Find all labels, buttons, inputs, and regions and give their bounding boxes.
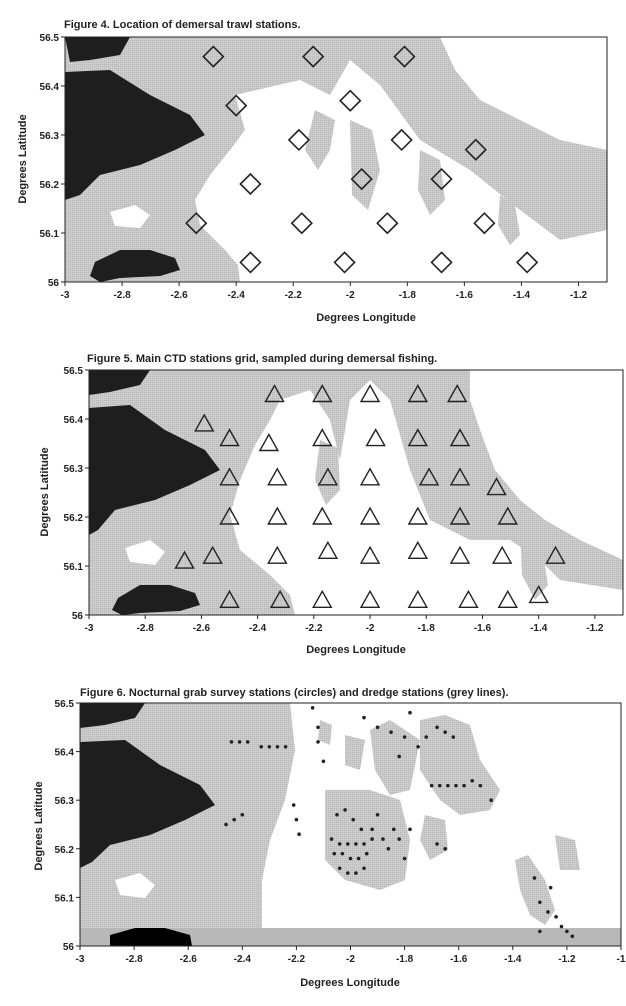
figure-6-x-ticks — [76, 946, 626, 965]
station-marker — [370, 828, 374, 832]
station-marker — [360, 828, 364, 832]
x-tick-label: -1.8 — [395, 954, 414, 965]
x-tick-label: -1.2 — [569, 290, 588, 301]
figure-4-map — [65, 37, 607, 282]
x-tick-label: -1.2 — [558, 954, 576, 965]
station-marker — [241, 813, 245, 817]
station-marker — [276, 745, 280, 749]
figure-5-x-ticks — [85, 615, 604, 634]
x-tick-label: -1.8 — [398, 290, 416, 301]
x-tick-label: -1.2 — [586, 623, 604, 634]
station-marker — [489, 798, 493, 802]
station-marker — [435, 842, 439, 846]
x-tick-label: -1.6 — [473, 623, 492, 634]
figure-6-x-axis-label: Degrees Longitude — [300, 977, 400, 989]
y-tick-label: 56.5 — [54, 699, 74, 710]
station-marker — [538, 930, 542, 934]
figure-4 — [17, 19, 607, 324]
station-marker — [376, 813, 380, 817]
x-tick-label: -2.2 — [287, 954, 306, 965]
x-tick-label: -3 — [60, 290, 70, 301]
station-marker — [354, 842, 358, 846]
y-tick-label: 56 — [62, 942, 74, 953]
figure-4-x-ticks — [61, 282, 588, 301]
x-tick-label: -1 — [616, 954, 626, 965]
station-marker — [292, 803, 296, 807]
x-tick-label: -1.4 — [530, 623, 548, 634]
station-marker — [470, 779, 474, 783]
figure-5 — [39, 353, 623, 656]
y-tick-label: 56.2 — [63, 513, 83, 524]
y-tick-label: 56.3 — [54, 796, 74, 808]
station-marker — [365, 852, 369, 856]
station-marker — [357, 857, 361, 861]
figure-6-y-ticks — [55, 699, 80, 953]
y-tick-label: 56.1 — [39, 229, 59, 240]
station-marker — [554, 915, 558, 919]
figure-5-y-axis-label: Degrees Latitude — [39, 447, 51, 537]
station-marker — [370, 837, 374, 841]
y-tick-label: 56.3 — [63, 464, 83, 475]
x-tick-label: -2.8 — [125, 954, 143, 965]
station-marker — [362, 716, 366, 720]
x-tick-label: -2.4 — [227, 290, 245, 301]
station-marker — [230, 740, 234, 744]
station-marker — [538, 900, 542, 904]
figure-5-title: Figure 5. Main CTD stations grid, sampled during demersal fishing. — [87, 353, 438, 365]
station-marker — [335, 813, 339, 817]
station-marker — [238, 740, 242, 744]
x-tick-label: -2 — [346, 954, 355, 965]
station-marker — [443, 847, 447, 851]
station-marker — [479, 784, 483, 788]
y-tick-label: 56.1 — [54, 893, 74, 905]
station-marker — [346, 871, 350, 875]
station-marker — [546, 910, 550, 914]
station-marker — [311, 706, 315, 710]
x-tick-label: -2.2 — [305, 623, 323, 634]
x-tick-label: -1.8 — [417, 623, 435, 634]
station-marker — [430, 784, 434, 788]
station-marker — [354, 871, 358, 875]
y-tick-label: 56.4 — [39, 82, 59, 93]
station-marker — [560, 925, 564, 929]
station-marker — [438, 784, 442, 788]
station-marker — [424, 735, 428, 739]
station-marker — [351, 818, 355, 822]
x-tick-label: -1.6 — [450, 954, 468, 965]
x-tick-label: -2.6 — [170, 290, 188, 301]
y-tick-label: 56 — [47, 278, 59, 289]
y-tick-label: 56.2 — [54, 844, 74, 856]
x-tick-label: -1.4 — [512, 290, 531, 301]
station-marker — [549, 886, 553, 890]
station-marker — [338, 842, 342, 846]
x-tick-label: -2.6 — [192, 623, 211, 634]
figure-6-map — [80, 703, 621, 946]
figure-5-map — [89, 370, 623, 615]
station-marker — [341, 852, 345, 856]
figure-6 — [33, 687, 626, 989]
station-marker — [397, 755, 401, 759]
y-tick-label: 56.5 — [39, 33, 59, 44]
x-tick-label: -2.6 — [179, 954, 197, 965]
station-marker — [232, 818, 236, 822]
y-tick-label: 56.1 — [63, 562, 83, 573]
x-tick-label: -2.8 — [113, 290, 131, 301]
station-marker — [349, 857, 353, 861]
station-marker — [268, 745, 272, 749]
y-tick-label: 56 — [71, 611, 83, 622]
y-tick-label: 56.2 — [39, 180, 59, 191]
station-marker — [403, 857, 407, 861]
station-marker — [408, 828, 412, 832]
station-marker — [362, 842, 366, 846]
station-marker — [316, 726, 320, 730]
y-tick-label: 56.3 — [39, 131, 59, 142]
station-marker — [297, 832, 301, 836]
station-marker — [387, 847, 391, 851]
station-marker — [462, 784, 466, 788]
station-marker — [376, 726, 380, 730]
x-tick-label: -2 — [345, 290, 355, 301]
x-tick-label: -1.6 — [455, 290, 473, 301]
station-marker — [435, 726, 439, 730]
x-tick-label: -3 — [84, 623, 94, 634]
y-tick-label: 56.4 — [63, 415, 83, 426]
figure-4-y-axis-label: Degrees Latitude — [17, 114, 29, 204]
station-marker — [362, 866, 366, 870]
station-marker — [332, 852, 336, 856]
station-marker — [346, 842, 350, 846]
station-marker — [224, 823, 228, 827]
x-tick-label: -2.8 — [136, 623, 154, 634]
figure-4-y-ticks — [40, 33, 65, 289]
station-marker — [565, 930, 569, 934]
station-marker — [454, 784, 458, 788]
station-marker — [443, 730, 447, 734]
figure-4-x-axis-label: Degrees Longitude — [316, 312, 416, 324]
station-marker — [381, 837, 385, 841]
station-marker — [246, 740, 250, 744]
y-tick-label: 56.4 — [54, 747, 74, 759]
station-marker — [571, 934, 575, 938]
figure-5-y-ticks — [64, 366, 89, 622]
station-marker — [316, 740, 320, 744]
station-marker — [284, 745, 288, 749]
station-marker — [338, 866, 342, 870]
station-marker — [451, 735, 455, 739]
station-marker — [295, 818, 299, 822]
station-marker — [259, 745, 263, 749]
station-marker — [403, 735, 407, 739]
figure-6-title: Figure 6. Nocturnal grab survey stations (circles) and dredge stations (grey lines). — [80, 687, 509, 699]
station-marker — [330, 837, 334, 841]
x-tick-label: -2.2 — [284, 290, 302, 301]
station-marker — [389, 730, 393, 734]
x-tick-label: -2 — [365, 623, 375, 634]
station-marker — [397, 837, 401, 841]
figure-5-x-axis-label: Degrees Longitude — [306, 644, 406, 656]
x-tick-label: -2.4 — [233, 954, 251, 965]
station-marker — [322, 760, 326, 764]
x-tick-label: -2.4 — [249, 623, 267, 634]
x-tick-label: -3 — [75, 954, 85, 965]
station-marker — [446, 784, 450, 788]
station-marker — [416, 745, 420, 749]
x-tick-label: -1.4 — [504, 954, 522, 965]
figure-6-y-axis-label: Degrees Latitude — [33, 781, 45, 871]
figure-4-title: Figure 4. Location of demersal trawl stations. — [64, 19, 301, 31]
station-marker — [343, 808, 347, 812]
y-tick-label: 56.5 — [63, 366, 83, 377]
station-marker — [408, 711, 412, 715]
station-marker — [392, 828, 396, 832]
station-marker — [533, 876, 537, 880]
